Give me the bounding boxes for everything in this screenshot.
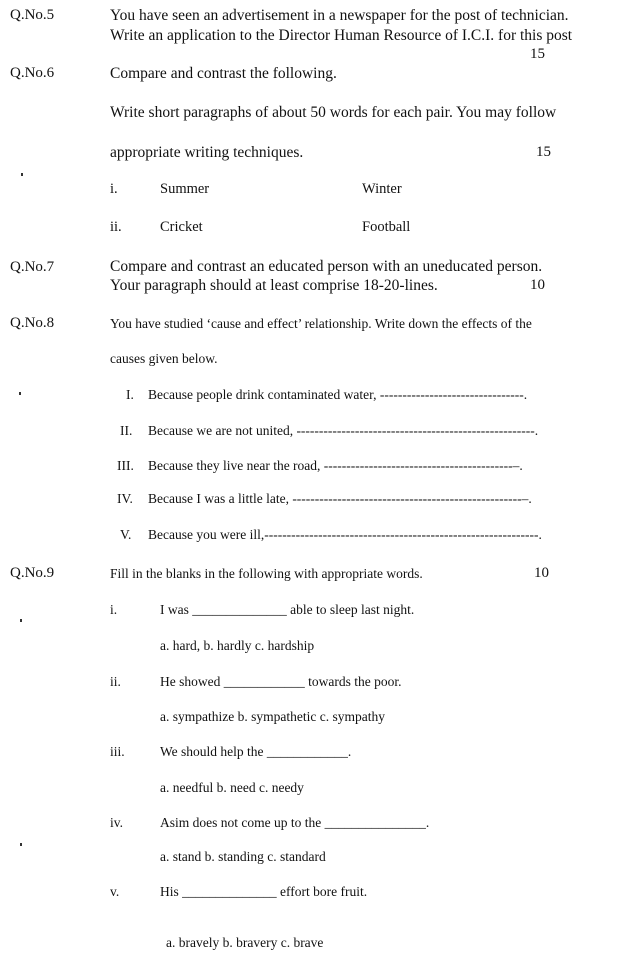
q8-item-2-text: Because we are not united, -----------------------------------------------------.: [148, 423, 539, 438]
q5-number: Q.No.5: [10, 7, 55, 23]
q8-line-1: You have studied ‘cause and effect’ relationship. Write down the effects of the: [110, 316, 532, 331]
q7-line-1: Compare and contrast an educated person with an uneducated person.: [110, 258, 543, 275]
q6-line-2: appropriate writing techniques.: [110, 144, 304, 161]
q6-pair-1-a: Summer: [160, 181, 210, 197]
scan-speck: [19, 392, 21, 395]
q8-item-3-number: III.: [117, 458, 134, 473]
q9-item-5-number: v.: [110, 884, 120, 899]
q6-marks: 15: [536, 144, 551, 160]
q9-title: Fill in the blanks in the following with appropriate words.: [110, 566, 423, 581]
q9-item-3-number: iii.: [110, 744, 125, 759]
q8-number: Q.No.8: [10, 315, 55, 331]
q9-item-5-sentence: His ______________ effort bore fruit.: [160, 884, 368, 899]
q9-marks: 10: [534, 565, 549, 581]
q7-number: Q.No.7: [10, 259, 55, 275]
q8-item-2-number: II.: [120, 423, 133, 438]
q8-line-2: causes given below.: [110, 351, 218, 366]
q5-line-2: Write an application to the Director Human Resource of I.C.I. for this post: [110, 27, 573, 44]
q8-item-3-text: Because they live near the road, ------------------------------------------–.: [148, 458, 523, 473]
scan-speck: [20, 843, 22, 846]
q9-item-4-number: iv.: [110, 815, 123, 830]
q9-item-1-options: a. hard, b. hardly c. hardship: [160, 638, 315, 653]
q6-title: Compare and contrast the following.: [110, 65, 337, 82]
q6-pair-2-b: Football: [362, 219, 411, 235]
q8-item-1-text: Because people drink contaminated water, --------------------------------.: [148, 387, 528, 402]
q7-line-2: Your paragraph should at least comprise 18-20-lines.: [110, 277, 438, 294]
q6-line-1: Write short paragraphs of about 50 words for each pair. You may follow: [110, 104, 557, 121]
q6-number: Q.No.6: [10, 65, 55, 81]
q7-marks: 10: [530, 277, 545, 293]
q9-item-2-sentence: He showed ____________ towards the poor.: [160, 674, 402, 689]
q5-marks: 15: [530, 46, 545, 62]
q9-item-3-options: a. needful b. need c. needy: [160, 780, 304, 795]
q9-item-4-sentence: Asim does not come up to the _______________.: [160, 815, 430, 830]
scan-speck: [20, 619, 22, 622]
q8-item-1-number: I.: [126, 387, 134, 402]
q9-item-2-options: a. sympathize b. sympathetic c. sympathy: [160, 709, 385, 724]
q9-item-3-sentence: We should help the ____________.: [160, 744, 352, 759]
q9-item-5-options: a. bravely b. bravery c. brave: [166, 935, 324, 950]
q5-line-1: You have seen an advertisement in a newspaper for the post of technician.: [110, 7, 569, 24]
q9-item-4-options: a. stand b. standing c. standard: [160, 849, 326, 864]
q6-pair-1-number: i.: [110, 181, 118, 197]
q8-item-4-number: IV.: [117, 491, 133, 506]
q8-item-5-number: V.: [120, 527, 132, 542]
q9-number: Q.No.9: [10, 565, 55, 581]
q9-item-1-sentence: I was ______________ able to sleep last night.: [160, 602, 415, 617]
q6-pair-2-number: ii.: [110, 219, 122, 235]
q8-item-4-text: Because I was a little late, ---------------------------------------------------–.: [148, 491, 532, 506]
scan-speck: [21, 173, 23, 176]
q9-item-1-number: i.: [110, 602, 118, 617]
q6-pair-1-b: Winter: [362, 181, 402, 197]
q8-item-5-text: Because you were ill,-------------------------------------------------------------.: [148, 527, 542, 542]
q6-pair-2-a: Cricket: [160, 219, 203, 235]
q9-item-2-number: ii.: [110, 674, 121, 689]
